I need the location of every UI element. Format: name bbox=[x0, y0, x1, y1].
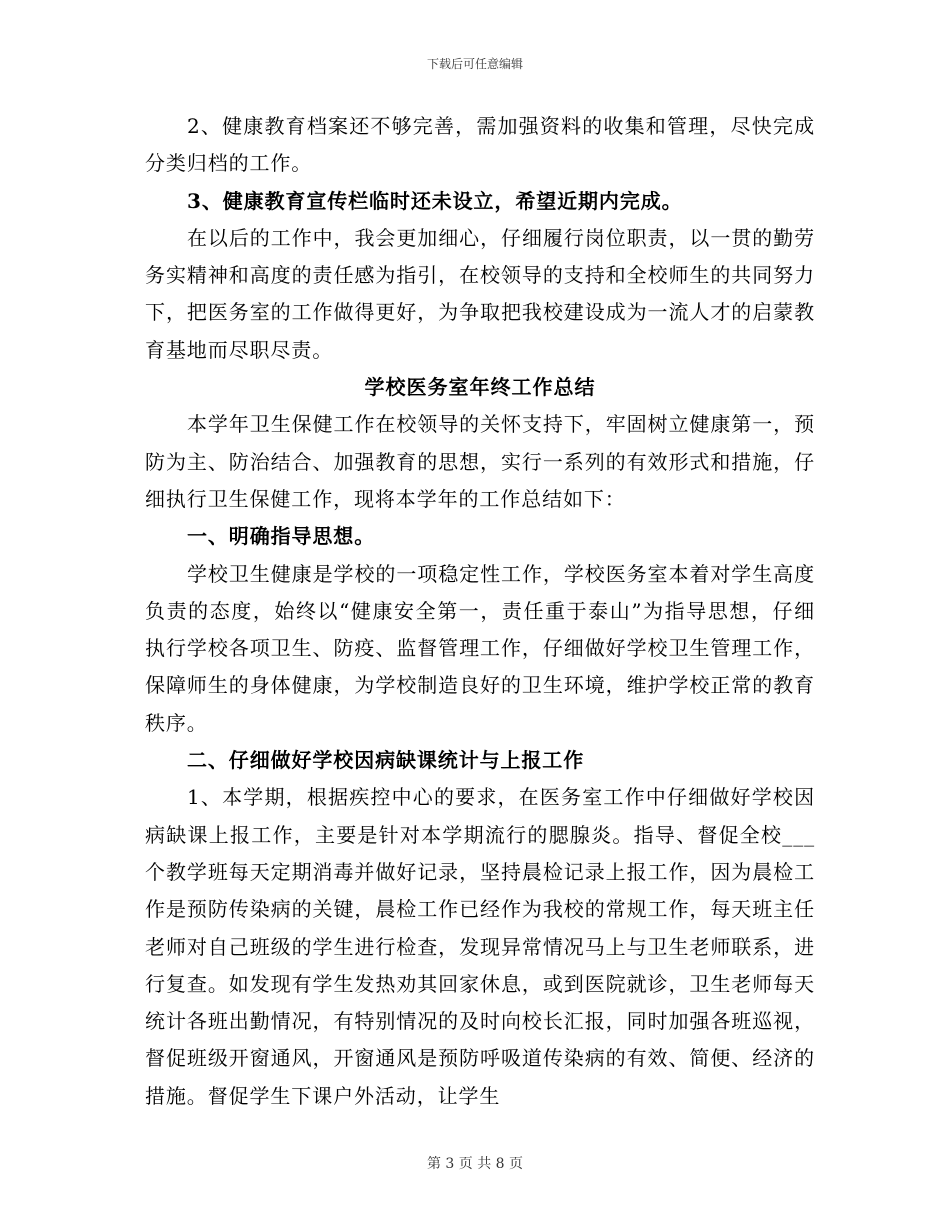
paragraph-absence-reporting: 1、本学期，根据疾控中心的要求，在医务室工作中仔细做好学校因病缺课上报工作，主要是针对本学期流行的腮腺炎。指导、督促全校___个教学班每天定期消毒并做好记录，坚持晨检记录上报工作，因为晨检工作是预防传染病的关键，晨检工作已经作为我校的常规工作，每天班主任老师对自己班级的学生进行检查，发现异常情况马上与卫生老师联系，进行复查。如发现有学生发热劝其回家休息，或到医院就诊，卫生老师每天统计各班出勤情况，有特别情况的及时向校长汇报，同时加强各班巡视，督促班级开窗通风，开窗通风是预防呼吸道传染病的有效、简便、经济的措施。督促学生下课户外活动，让学生 bbox=[145, 785, 815, 1108]
paragraph-archive-improvement: 2、健康教育档案还不够完善，需加强资料的收集和管理，尽快完成分类归档的工作。 bbox=[145, 114, 815, 176]
document-title: 学校医务室年终工作总结 bbox=[364, 375, 596, 400]
paragraph-bulletin-board: 3、健康教育宣传栏临时还未设立，希望近期内完成。 bbox=[187, 188, 683, 213]
paragraph-future-work: 在以后的工作中，我会更加细心，仔细履行岗位职责，以一贯的勤劳务实精神和高度的责任感为指引，在校领导的支持和全校师生的共同努力下，把医务室的工作做得更好，为争取把我校建设成为一流人才的启蒙教育基地而尽职尽责。 bbox=[145, 225, 815, 362]
document-body bbox=[145, 108, 815, 1115]
section-heading-absence-statistics: 二、仔细做好学校因病缺课统计与上报工作 bbox=[187, 748, 585, 773]
section-heading-guiding-thought: 一、明确指导思想。 bbox=[187, 524, 376, 549]
paragraph-intro: 本学年卫生保健工作在校领导的关怀支持下，牢固树立健康第一，预防为主、防治结合、加强教育的思想，实行一系列的有效形式和措施，仔细执行卫生保健工作，现将本学年的工作总结如下： bbox=[145, 412, 815, 511]
page-footer: 第 3 页 共 8 页 bbox=[426, 1156, 524, 1172]
page-header: 下载后可任意编辑 bbox=[426, 57, 523, 71]
paragraph-guiding-thought: 学校卫生健康是学校的一项稳定性工作，学校医务室本着对学生高度负责的态度，始终以“健康安全第一，责任重于泰山”为指导思想，仔细执行学校各项卫生、防疫、监督管理工作，仔细做好学校卫生管理工作，保障师生的身体健康，为学校制造良好的卫生环境，维护学校正常的教育秩序。 bbox=[145, 561, 815, 735]
